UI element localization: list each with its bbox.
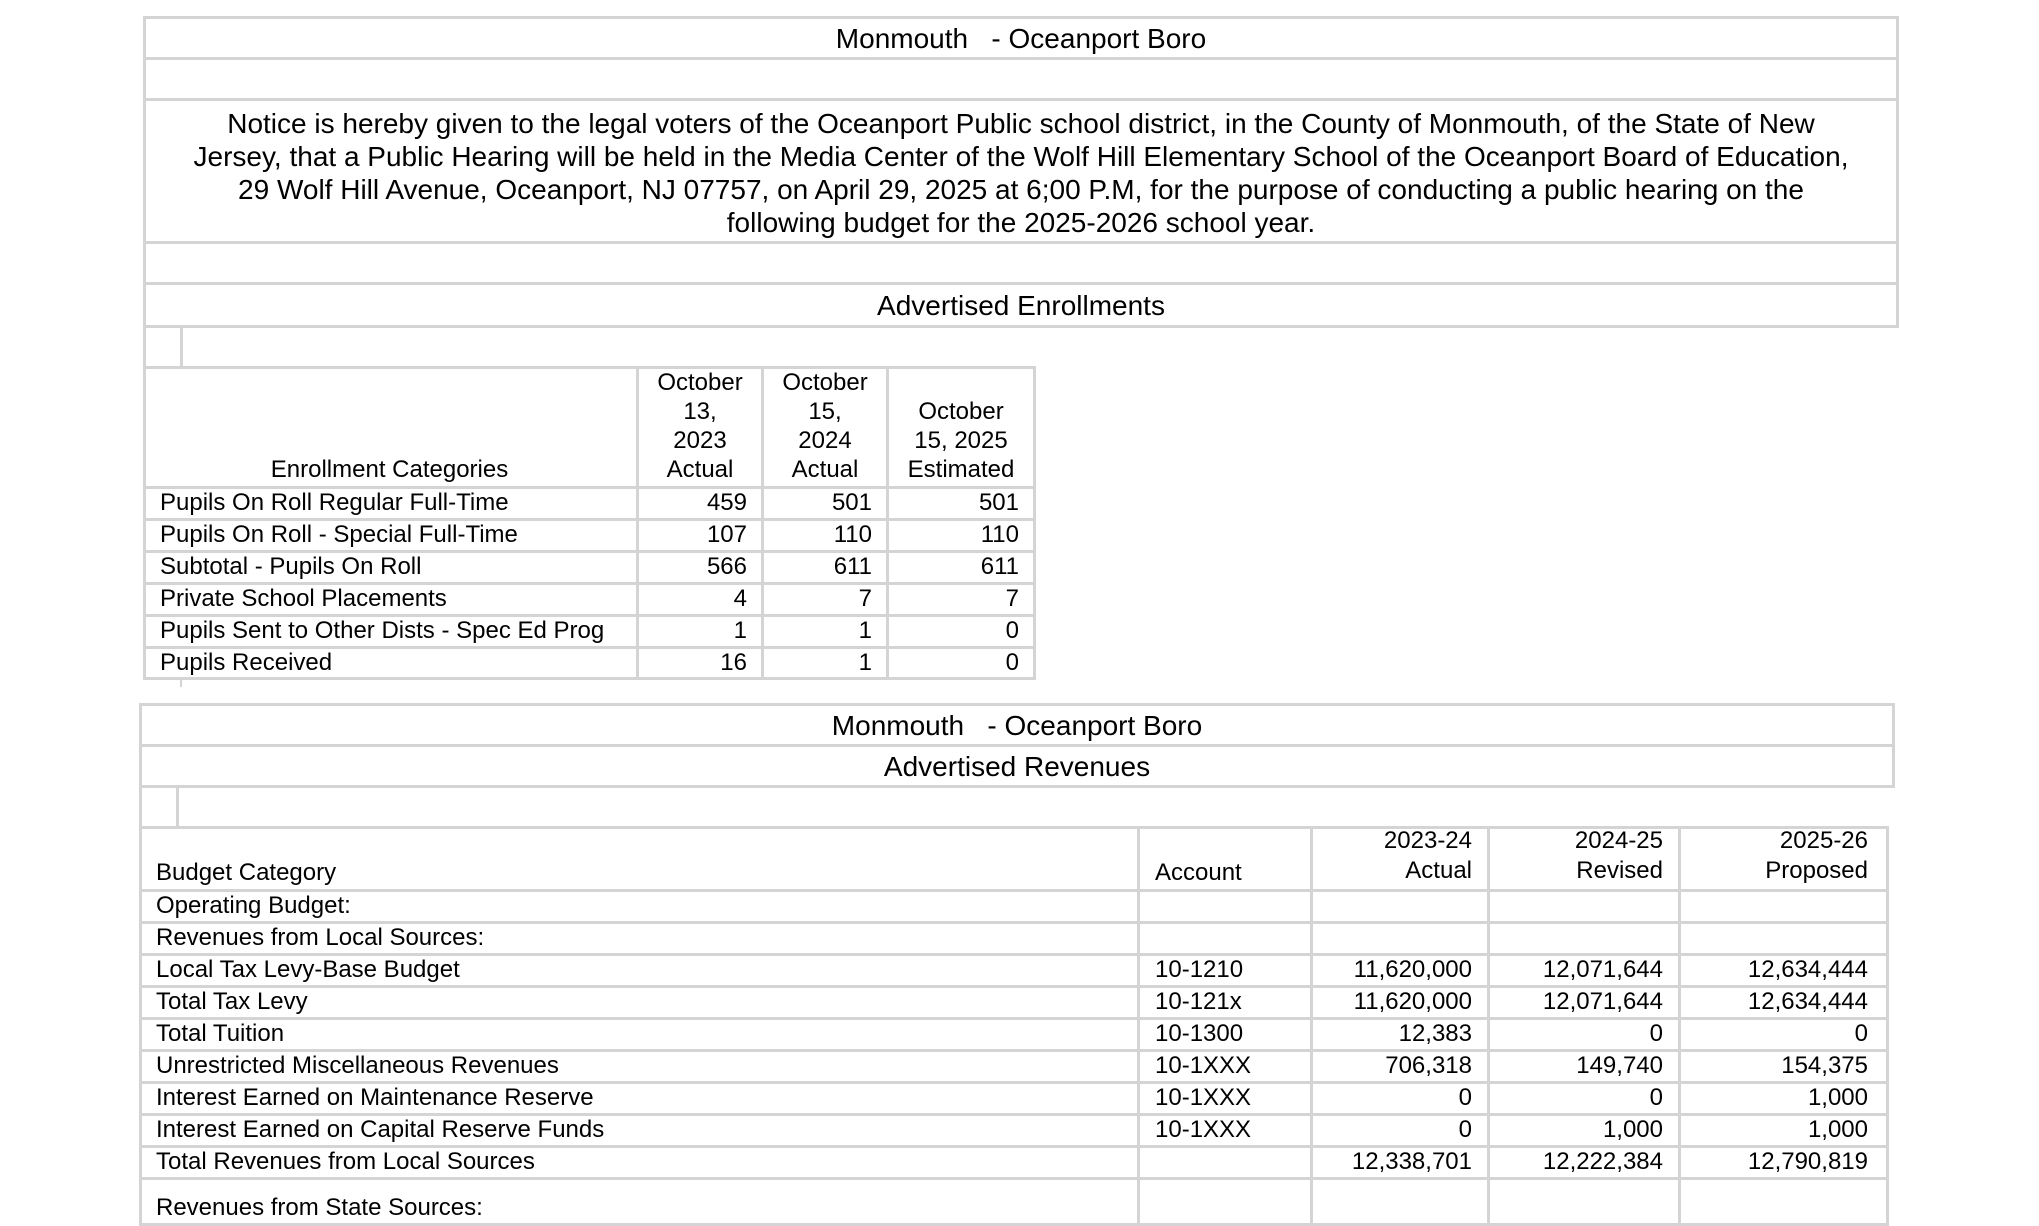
col-header-enrollment-categories: Enrollment Categories: [270, 456, 509, 483]
col-header-2025-26: 2025-26 Proposed: [1765, 827, 1868, 884]
notice-line: Notice is hereby given to the legal voters of the Oceanport Public school district, in the County of Monmouth, of the State of New: [227, 108, 1815, 139]
col-header-oct-2024: October 15, 2024 Actual: [782, 369, 868, 483]
district-title-text: Monmouth - Oceanport Boro: [831, 710, 1203, 741]
spacer-row: [143, 57, 1899, 101]
revenues-title-text: Advertised Revenues: [883, 751, 1151, 782]
revenues-title: [139, 744, 1895, 788]
enrollments-title: [143, 282, 1899, 328]
notice-line: 29 Wolf Hill Avenue, Oceanport, NJ 07757, on April 29, 2025 at 6;00 P.M, for the purpose of conducting a public hearing on the: [238, 174, 1804, 205]
district-title: [143, 16, 1899, 60]
enrollments-title-text: Advertised Enrollments: [877, 290, 1165, 321]
small-spacer-cell: [143, 325, 183, 369]
col-header-2023-24: 2023-24 Actual: [1383, 827, 1472, 884]
enrollment-table: Enrollment Categories October 13, 2023 Actual October 15, 2024 Actual October 15, 2025 Estimated Pupils On Roll Regular Full-Time 459 501 501 Pupils On Roll - Special Full-Time 107 110 110 Subtotal - Pupils On Roll 566 611 611 Private School Placements 4 7 7 Pupils Sent to Other Dists - Spec Ed Prog 1 1 0 Pupils Received 16 1 0: [143, 366, 1036, 680]
district-title-text: Monmouth - Oceanport Boro: [835, 23, 1207, 54]
col-header-account: Account: [1155, 859, 1242, 886]
small-spacer-cell: [139, 785, 179, 829]
revenue-table: Budget Category Account 2023-24 Actual 2024-25 Revised 2025-26 Proposed Operating Budget: Revenues from Local Sources: Local Tax Levy-Base Budget 10-1210 11,620,000 12,071,644 12,634,444 Total Tax Levy 10-121x 11,620,000 12,071,644 12,634,444 Total Tuition 10-1300 12,383 0 0 Unrestricted Miscellaneous Revenues 10-1XXX 706,318 149,740 154,375 Interest Earned on Maintenance Reserve 10-1XXX 0 0 1,000 Interest Earned on Capital Reserve Funds 10-1XXX 0 1,000 1,000 Total Revenues from Local Sources 12,338,701 12,222,384 12,790,819 Revenues from State Sources:: [139, 826, 1889, 1226]
notice-line: following budget for the 2025-2026 school year.: [726, 207, 1316, 238]
public-notice: [143, 98, 1899, 244]
col-header-oct-2023: October 13, 2023 Actual: [657, 369, 743, 483]
col-header-budget-category: Budget Category: [156, 859, 337, 886]
district-title-revenues: [139, 703, 1895, 747]
notice-line: Jersey, that a Public Hearing will be held in the Media Center of the Wolf Hill Elementary School of the Oceanport Board of Education,: [193, 141, 1849, 172]
spacer-row: [143, 241, 1899, 285]
col-header-2024-25: 2024-25 Revised: [1574, 827, 1663, 884]
table-tick: [180, 680, 182, 687]
col-header-oct-2025: October 15, 2025 Estimated: [907, 398, 1015, 483]
